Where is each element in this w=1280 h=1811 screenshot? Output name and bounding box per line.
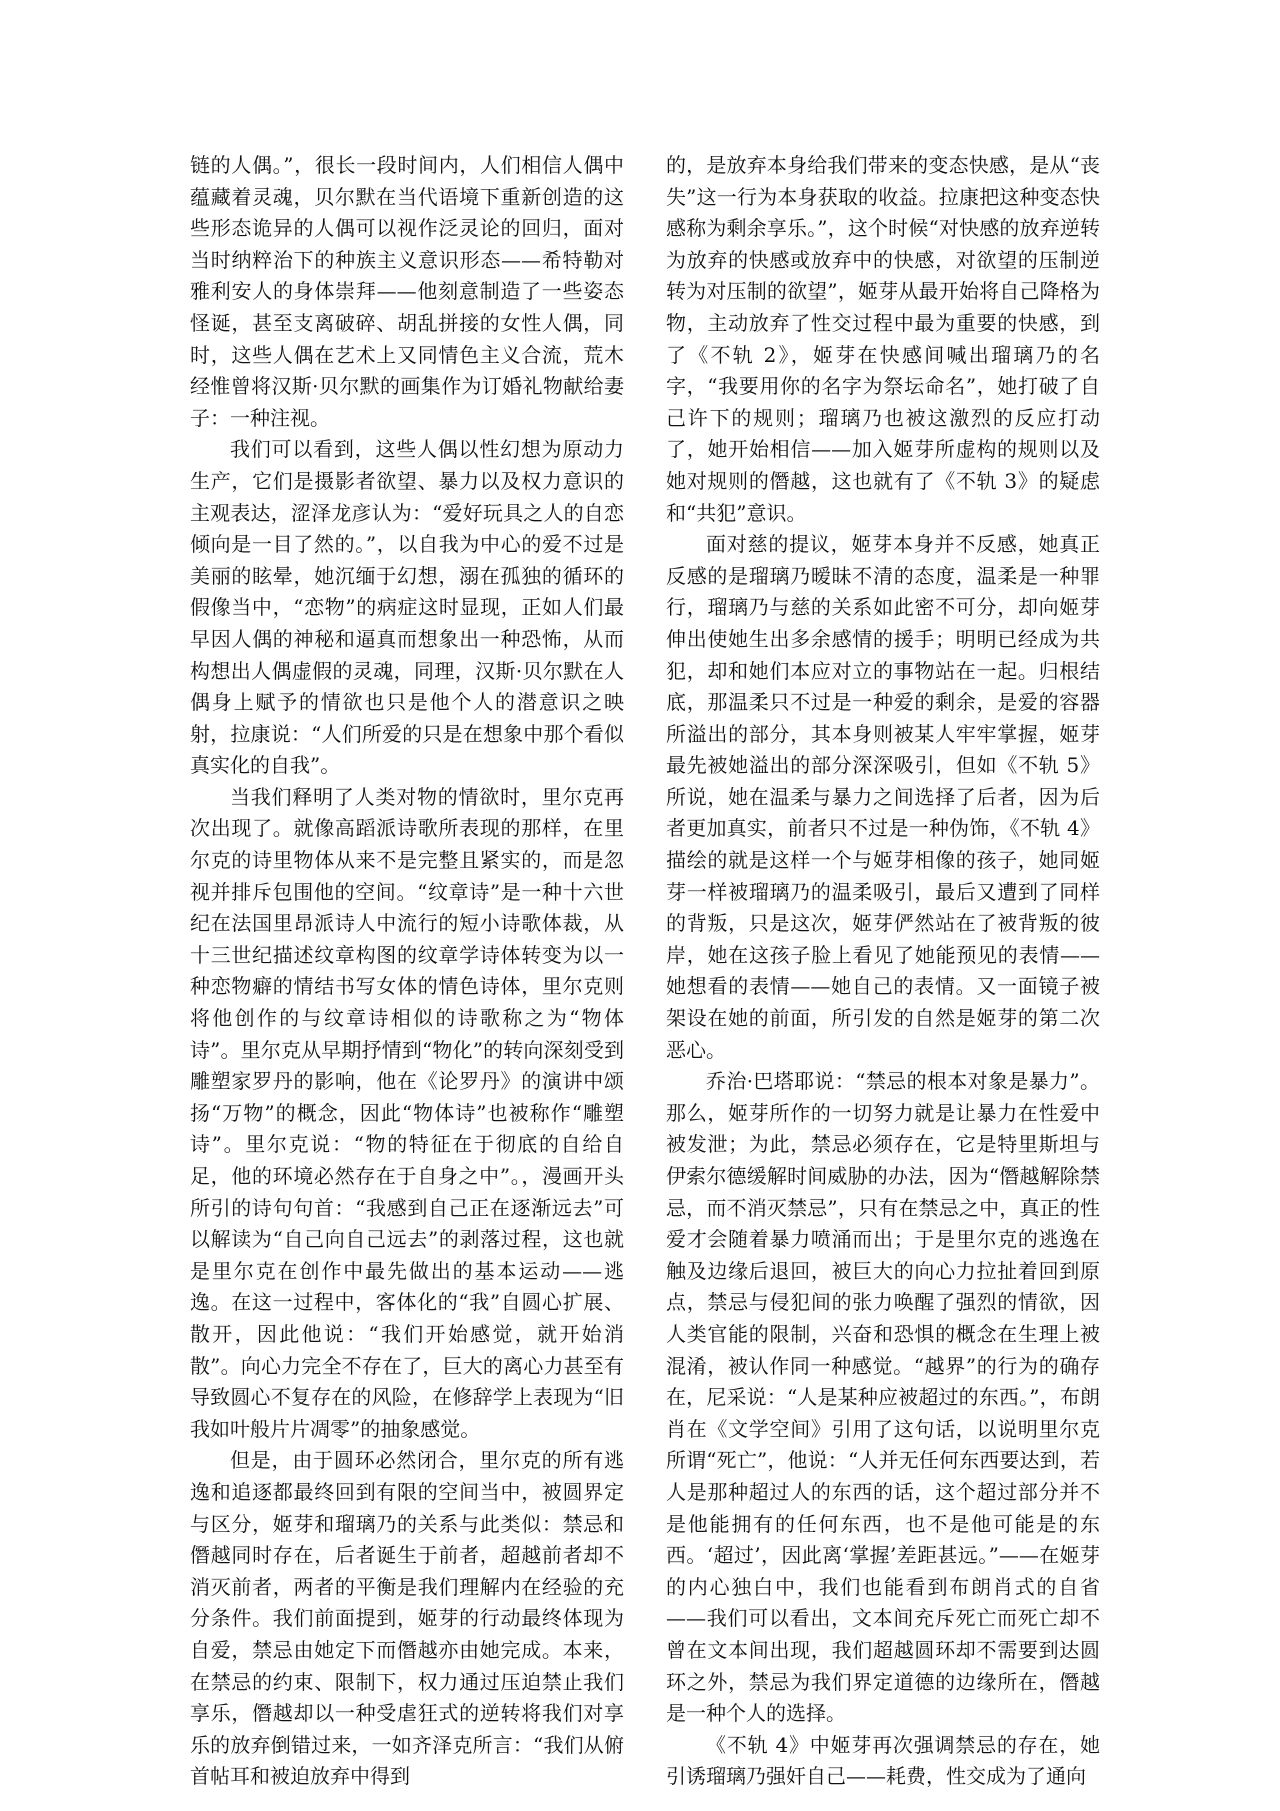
paragraph: 《不轨 4》中姬芽再次强调禁忌的存在，她引诱瑠璃乃强奸自己——耗费，性交成为了通向 — [666, 1732, 1100, 1789]
paragraph: 但是，由于圆环必然闭合，里尔克的所有逃逸和追逐都最终回到有限的空间当中，被圆界定与区分，姬芽和瑠璃乃的关系与此类似：禁忌和僭越同时存在，后者诞生于前者，超越前者却不消灭前者，两者的平衡是我们理解内在经验的充分条件。我们前面提到，姬芽的行动最终体现为自爱，禁忌由她定下而僭越亦由她完成。本来，在禁忌的约束、限制下，权力通过压迫禁止我们享乐，僭越却以一种受虐狂式的逆转将我们对享乐的放弃倒错过来，一如齐泽克所言：“我们从俯首帖耳和被迫放弃中得到 — [190, 1448, 624, 1789]
paragraph: 当我们释明了人类对物的情欲时，里尔克再次出现了。就像高蹈派诗歌所表现的那样，在里尔克的诗里物体从来不是完整且紧实的，而是忽视并排斥包围他的空间。“纹章诗”是一种十六世纪在法国里昂派诗人中流行的短小诗歌体裁，从十三世纪描述纹章构图的纹章学诗体转变为以一种恋物癖的情结书写女体的情色诗体，里尔克则将他创作的与纹章诗相似的诗歌称之为“物体诗”。里尔克从早期抒情到“物化”的转向深刻受到雕塑家罗丹的影响，他在《论罗丹》的演讲中颂扬“万物”的概念，因此“物体诗”也被称作“雕塑诗”。里尔克说：“物的特征在于彻底的自给自足，他的环境必然存在于自身之中”。，漫画开头所引的诗句句首：“我感到自己正在逐渐远去”可以解读为“自己向自己远去”的剥落过程，这也就是里尔克在创作中最先做出的基本运动——逃逸。在这一过程中，客体化的“我”自圆心扩展、散开，因此他说：“我们开始感觉，就开始消散”。向心力完全不存在了，巨大的离心力甚至有导致圆心不复存在的风险，在修辞学上表现为“旧我如叶般片片凋零”的抽象感觉。 — [190, 784, 624, 1441]
paragraph: 面对慈的提议，姬芽本身并不反感，她真正反感的是瑠璃乃暧昧不清的态度，温柔是一种罪行，瑠璃乃与慈的关系如此密不可分，却向姬芽伸出使她生出多余感情的援手；明明已经成为共犯，却和她们本应对立的事物站在一起。归根结底，那温柔只不过是一种爱的剩余，是爱的容器所溢出的部分，其本身则被某人牢牢掌握，姬芽最先被她溢出的部分深深吸引，但如《不轨 5》所说，她在温柔与暴力之间选择了后者，因为后者更加真实，前者只不过是一种伪饰，《不轨 4》描绘的就是这样一个与姬芽相像的孩子，她同姬芽一样被瑠璃乃的温柔吸引，最后又遭到了同样的背叛，只是这次，姬芽俨然站在了被背叛的彼岸，她在这孩子脸上看见了她能预见的表情——她想看的表情——她自己的表情。又一面镜子被架设在她的前面，所引发的自然是姬芽的第二次恶心。 — [666, 532, 1100, 1062]
left-column — [190, 150, 624, 1789]
document-page — [190, 150, 1100, 1789]
paragraph: 链的人偶。”，很长一段时间内，人们相信人偶中蕴藏着灵魂，贝尔默在当代语境下重新创造的这些形态诡异的人偶可以视作泛灵论的回归，面对当时纳粹治下的种族主义意识形态——希特勒对雅利安人的身体崇拜——他刻意制造了一些姿态怪诞，甚至支离破碎、胡乱拼接的女性人偶，同时，这些人偶在艺术上又同情色主义合流，荒木经惟曾将汉斯·贝尔默的画集作为订婚礼物献给妻子：一种注视。 — [190, 153, 624, 430]
paragraph: 乔治·巴塔耶说：“禁忌的根本对象是暴力”。那么，姬芽所作的一切努力就是让暴力在性爱中被发泄；为此，禁忌必须存在，它是特里斯坦与伊索尔德缓解时间威胁的办法，因为“僭越解除禁忌，而不消灭禁忌”，只有在禁忌之中，真正的性爱才会随着暴力喷涌而出；于是里尔克的逃逸在触及边缘后退回，被巨大的向心力拉扯着回到原点，禁忌与侵犯间的张力唤醒了强烈的情欲，因人类官能的限制，兴奋和恐惧的概念在生理上被混淆，被认作同一种感觉。“越界”的行为的确存在，尼采说：“人是某种应被超过的东西。”，布朗肖在《文学空间》引用了这句话，以说明里尔克所谓“死亡”，他说：“人并无任何东西要达到，若人是那种超过人的东西的话，这个超过部分并不是他能拥有的任何东西，也不是他可能是的东西。‘超过’，因此离‘掌握’差距甚远。”——在姬芽的内心独白中，我们也能看到布朗肖式的自省——我们可以看出，文本间充斥死亡而死亡却不曾在文本间出现，我们超越圆环却不需要到达圆环之外，禁忌为我们界定道德的边缘所在，僭越是一种个人的选择。 — [666, 1069, 1100, 1726]
right-column — [666, 150, 1100, 1789]
paragraph: 我们可以看到，这些人偶以性幻想为原动力生产，它们是摄影者欲望、暴力以及权力意识的主观表达，涩泽龙彦认为：“爱好玩具之人的自恋倾向是一目了然的。”，以自我为中心的爱不过是美丽的眩晕，她沉缅于幻想，溺在孤独的循环的假像当中，“恋物”的病症这时显现，正如人们最早因人偶的神秘和逼真而想象出一种恐怖，从而构想出人偶虚假的灵魂，同理，汉斯·贝尔默在人偶身上赋予的情欲也只是他个人的潜意识之映射，拉康说：“人们所爱的只是在想象中那个看似真实化的自我”。 — [190, 437, 624, 778]
paragraph: 的，是放弃本身给我们带来的变态快感，是从“丧失”这一行为本身获取的收益。拉康把这种变态快感称为剩余享乐。”，这个时候“对快感的放弃逆转为放弃的快感或放弃中的快感，对欲望的压制逆转为对压制的欲望”，姬芽从最开始将自己降格为物，主动放弃了性交过程中最为重要的快感，到了《不轨 2》，姬芽在快感间喊出瑠璃乃的名字，“我要用你的名字为祭坛命名”，她打破了自己许下的规则；瑠璃乃也被这激烈的反应打动了，她开始相信——加入姬芽所虚构的规则以及她对规则的僭越，这也就有了《不轨 3》的疑虑和“共犯”意识。 — [666, 153, 1100, 525]
